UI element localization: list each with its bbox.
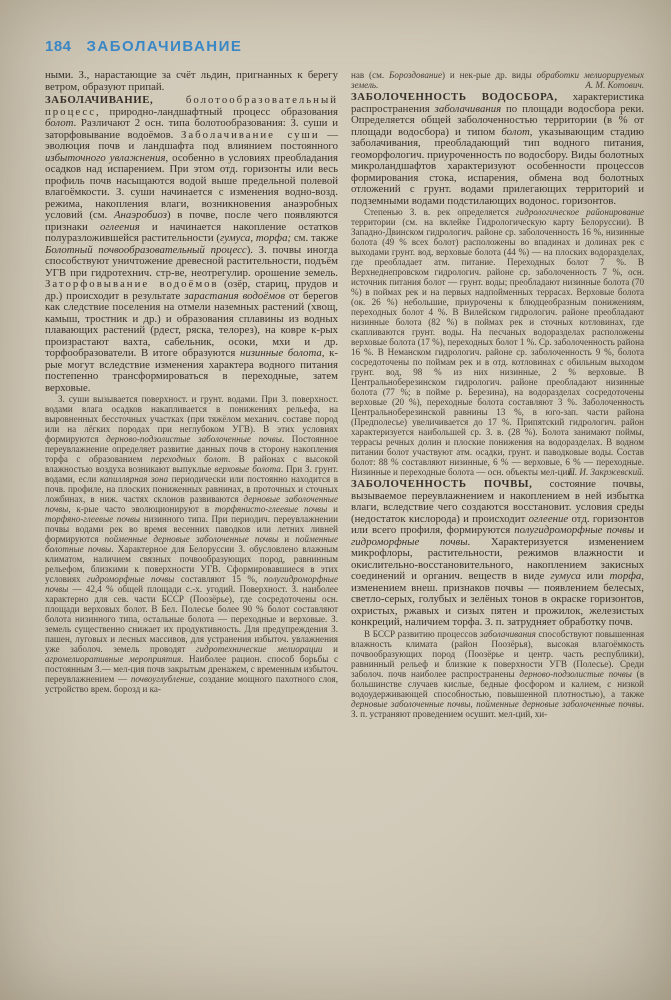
text-segment: , создание мощного пахотного слоя, устройство врем. борозд и ка- [45,674,339,694]
text-segment: и [634,524,644,536]
text-segment: избыточного увлажнения [45,151,166,164]
text-segment: Болотный почвообразовательный процесс [45,243,247,256]
text-segment: по площади водосбора реки. Определяется общей заболоченностью территории (в % от площади водосбора) и типом [351,102,645,138]
text-segment: заболачивания [479,628,536,639]
text-segment: дерново-подзолистые заболоченные почвы [106,434,282,444]
text-segment: дерново-подзолистые почвы [519,668,632,679]
text-segment: состояние почвы, вызываемое переувлажнением и накоплением в ней избытка влаги, вследствие чего создаются восстановит. условия среды (недостаток кислорода) и происходит [351,478,644,525]
author-signature [351,80,644,90]
text-segment: . При З. грунт. водами, если [45,464,338,484]
text-segment: В БССР развитию процессов [364,628,480,639]
text-segment: и [327,504,339,514]
text-segment: пойменные болотные почвы [45,534,338,554]
text-segment: Заторфовывание водоёмов [45,278,219,290]
text-segment: гумуса [550,570,581,582]
text-segment: П. И. Закржевский. [568,467,644,477]
text-segment: — 42,4 % общей площади с.-х. угодий. Поверхност. З. наиболее характерно для сев. части БССР (Поозёрье), где сосредоточены осн. площади верховых болот. В Бел. Полесье более 90 % болот составляют болота низинного типа, остальные болота — переходные и верховые. З. земель существенно снижает их продуктивность. Для предупреждения З. пашен, луговых и лесных массивов, для устранения избыточ. увлажнения уже заболоч. земель проводят [45,584,338,654]
text-segment: полугидроморфные почвы [514,524,635,536]
text-segment: агромелиоративные мероприятия [45,654,182,664]
text-segment: способствуют повышенная влажность климата (район Поозёрья), высокая влагоёмкость почвообразующих пород (Поозёрье и центр. часть республики), равнинный рельеф и близкие к поверхности УГВ (Полесье). Среди заболоч. почв наиболее распространены [351,628,645,679]
text-segment: болотообразовательный процесс [45,94,338,118]
text-segment: З. суши вызывается поверхност. и грунт. водами. При З. поверхност. водами влага осадков накапливается в понижениях рельефа, на выровненных бессточных участках (при тяжёлом механич. составе пород или на лёгких породах при неглубоком УГВ). В этих условиях формируются [45,394,338,444]
text-segment: . Характерное для Белоруссии З. обусловлено влажным климатом, наличием связных почвообразующих пород, равнинным рельефом, близкими к поверхности УГВ. Сформировавшиеся в этих условиях [45,544,338,584]
text-segment: . Наиболее рацион. способ борьбы с постоянным З.— мел-ция почв закрытым дренажем, с временным избыточ. переувлажнением — [45,654,338,684]
text-segment: обработки мелиорируемых земель. [351,70,645,90]
text-segment: (в большинстве случаев кислые, бедные фосфором и калием, с низкой водоудерживающей способностью, повышенной плотностью), а также [351,668,644,699]
text-segment: . В районах с высокой влажностью воздуха возникают выпуклые [45,454,338,474]
text-segment: гидроморфные почвы [351,535,468,548]
text-segment: , природно-ландшафтный процесс образования [96,105,338,118]
text-segment: оглеение [528,512,569,525]
text-segment: см. также [291,232,338,244]
text-segment: ) и нек-рые др. виды [442,70,537,80]
left-column [45,70,338,719]
text-segment: гидрологическое районирование [516,207,644,217]
text-segment: составляют 15 %, [174,574,264,584]
text-segment: капиллярная зона [99,474,169,484]
text-segment: торфяно-глеевые почвы [45,514,141,524]
text-segment: низинного типа. При периодич. переувлажнении почвы водами рек во время весенних паводков или летних ливней формируются [45,514,338,544]
text-segment: переходных болот [150,454,228,464]
text-segment: (озёр, стариц, прудов и др.) происходит в результате [45,278,338,302]
running-head: ЗАБОЛАЧИВАНИЕ [86,38,243,55]
text-segment: ЗАБОЛОЧЕННОСТЬ ПОЧВЫ, [351,478,550,490]
text-segment: . Постоянное переувлажнение определяет развитие данных почв в сторону накопления торфа с образованием [45,434,338,464]
text-segment: ЗАБОЛОЧЕННОСТЬ ВОДОСБОРА, [351,91,573,103]
text-segment: — эволюция почв и ландшафта под влиянием постоянного [45,128,338,152]
text-segment: Степенью З. в. рек определяется [364,207,516,217]
text-segment: нав (см. [351,70,390,80]
text-segment: Анаэробиоз [113,209,167,221]
text-segment: болот [45,117,74,129]
text-segment: почвоуглубление [130,674,194,684]
article-zabolochennost-vodosbora [351,92,644,207]
text-segment: периодически или постоянно находится в почв. профиле, на плоских пониженных равнинах, в проточных и сточных ложбинах, в ниж. частях склонов развиваются [45,474,339,504]
text-segment: или [580,570,610,582]
text-segment: . Различают 2 осн. типа болотообразования: З. суши и заторфовывание водоёмов. [45,117,338,141]
text-segment: болот [501,125,530,138]
text-segment: , к-рые часто эволюционируют в [68,504,215,514]
text-segment: отд. горизонтов или всего профиля, формируются [351,512,645,536]
text-segment: заболачивания [434,102,502,115]
text-segment: от берегов как следствие поселения на отмели наземных растений (хвощ, камыш, тростник и др.) и образования сплавины из водных плавающих растений (рдест, ряска, телорез), на ковре к-рых произрастают вахта, сабельник, осоки, мхи и др. торфообразователи. В итоге образуются [45,289,338,359]
text-segment: , к-рые могут вследствие изменения характера водного питания постепенно трансформироваться в переходные, затем верховые. [45,347,338,394]
text-segment: , особенно в условиях преобладания осадков над испарением. При этом отд. горизонты или весь профиль почв насыщаются водой выше предельной полевой влагоёмкости. З. суши начинается с изменения водно-возд. режима, накопления влаги, возникновения анаэробных условий (см. [45,151,338,221]
text-segment: полугидроморфные почвы [45,574,338,594]
text-segment: Заболачивание суши [180,128,320,141]
text-segment: оглеения [99,220,140,233]
paragraph-small-print [351,629,644,719]
text-segment: зарастания водоёмов [184,289,286,302]
text-segment: низинные болота [239,347,322,359]
text-segment: А. М. Котович. [585,80,644,90]
paragraph-small-print [351,207,644,477]
text-segment: гумуса, торфа; [220,232,292,244]
text-segment: дерновые заболоченные почвы [45,494,338,514]
text-segment: торфянисто-глеевые почвы [214,504,328,514]
page-number: 184 [45,38,72,55]
text-segment: и начинается накопление остатков полуразложившейся растительности ( [45,220,338,244]
article-zabolochennost-pochvy [351,479,644,629]
text-segment: и [278,534,296,544]
text-segment: пойменные дерновые заболоченные почвы [104,534,279,544]
text-segment: территории (см. на вклейке Гидрологическую карту Белоруссии). В Западно-Двинском гидрологич. районе ср. заболоченность 16 %, низинные болота (49 % всех болот) расположены во впадинах и долинах рек с выходами грунт. вод, верховые болота (44 %) — на плоских водоразделах, где преобладает атм. питание. Переходных болот 7 %. В Верхнеднепровском гидрологич. районе ср. заболоченность 7 %, осн. источник питания болот — грунт. воды; преобладают низинные болота (70 %) в поймах рек и на первых надпойменных террасах. Верховые болота (ок. 26 %) небольшие, приурочены к блюдцеобразным понижениям, переходных болот 4 %. В Вилейском гидрологич. районе преобладают низинные болота (82 %) в поймах рек и сточных котловинах, где скапливаются грунт. воды. На песчаных водоразделах расположены верховые болота (17 %), переходных болот 1 %. Ср. заболоченность района 16 %. В Неманском гидрологич. районе ср. заболоченность 9 %, болота сосредоточены по поймам рек и в отд. котловинах с обильным выходом грунт. вод, 98 % из них низинные, 2 % верховые. В Центральноберезинском гидрологич. районе преобладают низинные болота (77 %; в пойме р. Березина), на водоразделах сосредоточены верховые (20 %), переходные болота составляют 3 %. Заболоченность Центральноберезинской равнины 13 %, в юго-зап. части района (Предполесье) увеличивается до 17 %. Припятский гидрологич. район характеризуется наибольшей ср. З. в. (28 %). Болота занимают поймы, террасы речных долин и плоские понижения на водоразделах. В водном питании болот участвуют атм. осадки, грунт. и паводковые воды. Состав болот: 88 % составляют низинные, 6 % — верховые, 6 % — переходные. Низинные и переходные болота — осн. объекты мел-ции. [351,217,644,477]
text-segment: ). З. почвы иногда способствуют уничтожение древесной растительности, подъём УГВ при гидротехнич. стр-ве, неотрегулир. орошение земель. [45,243,338,279]
text-segment: торфа [609,570,642,582]
text-segment: дерновые заболоченные почвы, пойменные дерновые заболоченные почвы [351,698,642,709]
text-segment: . З. п. устраняют проведением осушит. мел-ций, хи- [351,698,644,719]
text-segment: характеристика распространения [351,91,644,115]
text-segment: гидроморфные почвы [87,574,175,584]
text-segment: Бороздование [389,70,443,80]
text-segment: ными. З., нарастающие за счёт льдин, пригнанных к берегу ветром, образуют припай. [45,69,338,93]
article-zabolachivanie [45,95,338,394]
text-columns [0,55,671,719]
text-segment: , указывающим стадию заболачивания, преобладающий тип водного питания, геоморфологич. приуроченность по водосбору. Виды болотных микроландшафтов характеризуют особенности процессов формирования стока, испарения, обмена вод болотных отложений с грунт. водами прилегающих территорий и подземными водами подстилающих водонос. горизонтов. [351,125,644,207]
right-column [351,70,644,719]
text-segment: , изменением внеш. признаков почвы — появлением белесых, светло-серых, голубых и зелёных тонов в окраске горизонтов, охристых, ржавых и сизых пятен и прожилок, железистых конкреций, наличием торфа. З. п. затрудняет обработку почв. [351,570,644,628]
paragraph-small-print [45,394,338,694]
text-segment: гидротехнические мелиорации [195,644,323,654]
text-segment: и [322,644,338,654]
paragraph-continuation [45,70,338,93]
text-segment: . Характеризуется изменением микрофлоры, растительности, режимов влажности и окислительно-восстановительного, накоплением закисных соединений и органич. веществ в виде [351,535,644,582]
page-header [0,0,671,55]
text-segment: верховые болота [214,464,281,474]
text-segment: ЗАБОЛАЧИВАНИЕ, [45,94,186,106]
text-segment: ) в почве, после чего появляются признаки [45,209,338,233]
